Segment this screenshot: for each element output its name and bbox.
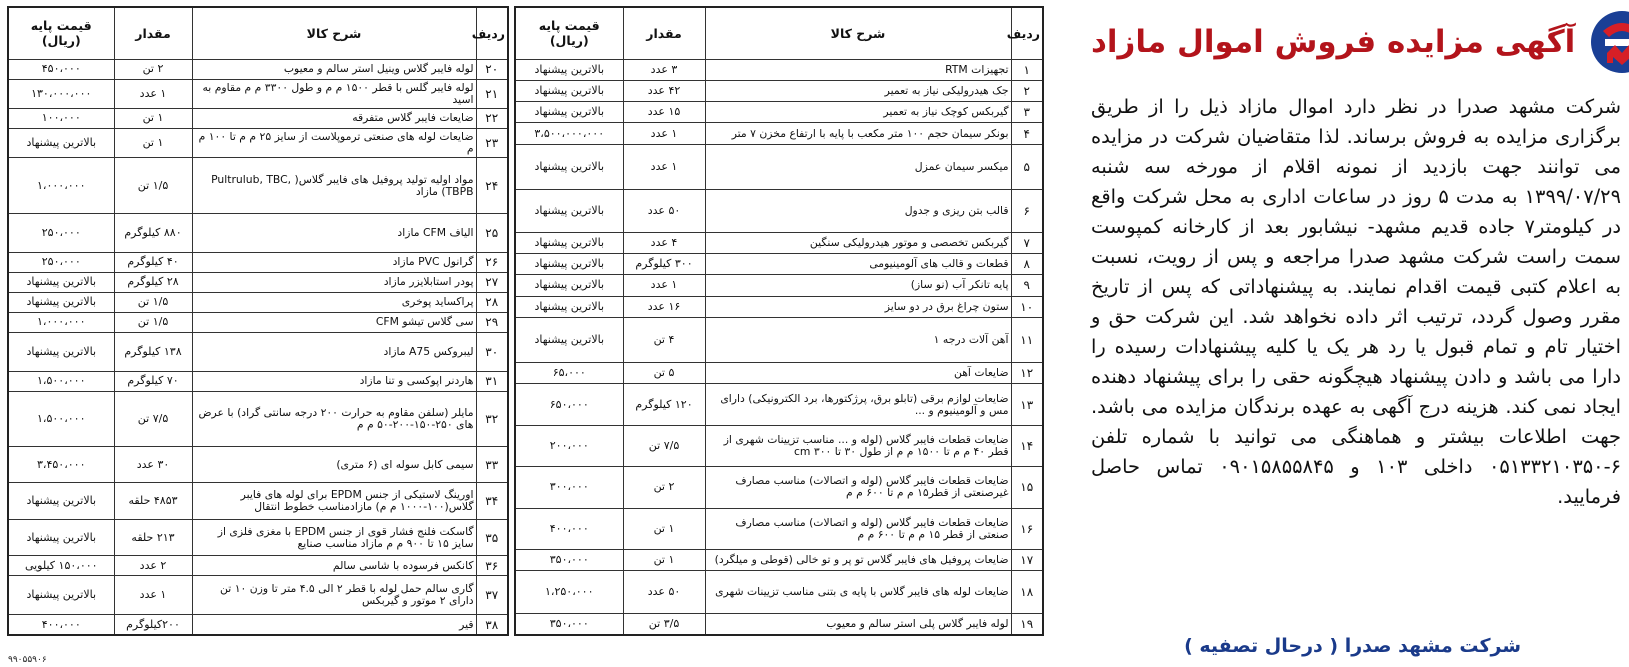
base-price-cell: بالاترین پیشنهاد xyxy=(515,232,623,253)
base-price-cell: ۳،۴۵۰،۰۰۰ xyxy=(8,446,114,483)
description-cell: سیمی کابل سوله ای (۶ متری) xyxy=(192,446,476,483)
row-number-cell: ۳۲ xyxy=(476,391,508,446)
base-price-cell: ۲۰۰،۰۰۰ xyxy=(515,425,623,466)
table-row xyxy=(515,550,1043,571)
description-cell: گاسکت فلنج فشار قوی از جنس EPDM با مغزی فلزی از سایز ۱۵ تا ۹۰۰ م م مازاد مناسب صنایع xyxy=(192,519,476,556)
description-cell: میکسر سیمان عمزل xyxy=(705,144,1011,189)
quantity-cell: ۷/۵ تن xyxy=(114,391,192,446)
base-price-cell: بالاترین پیشنهاد xyxy=(8,292,114,312)
base-price-cell: ۴۰۰،۰۰۰ xyxy=(515,508,623,549)
header-description: شرح کالا xyxy=(705,7,1011,59)
quantity-cell: ۱۵ عدد xyxy=(623,102,705,123)
header-quantity: مقدار xyxy=(623,7,705,59)
table-row xyxy=(515,102,1043,123)
table-row xyxy=(8,252,508,272)
description-cell: گیربکس کوچک نیاز به تعمیر xyxy=(705,102,1011,123)
description-cell: بونکر سیمان حجم ۱۰۰ متر مکعب با پایه با ارتفاع مخزن ۷ متر xyxy=(705,123,1011,144)
row-number-cell: ۳۵ xyxy=(476,519,508,556)
table-row xyxy=(515,59,1043,80)
header-description: شرح کالا xyxy=(192,7,476,59)
quantity-cell: ۱/۵ تن xyxy=(114,158,192,213)
quantity-cell: ۱۲۰ کیلوگرم xyxy=(623,384,705,425)
base-price-cell: ۳،۵۰۰،۰۰۰،۰۰۰ xyxy=(515,123,623,144)
announcement-body: شرکت مشهد صدرا در نظر دارد اموال مازاد ذیل را از طریق برگزاری مزایده به فروش برساند. لذا متقاضیان شرکت در مزایده می توانند جهت بازدید از نمونه اقلام از مورخه سه شنبه ۱۳۹۹/۰۷/۲۹ به مدت ۵ روز در ساعات اداری به محل شرکت واقع در کیلومتر۷ جاده قدیم مشهد- نیشابور بعد از کارخانه کمپوست سمت راست شرکت مشهد صدرا مراجعه و پس از رویت، نسبت به اعلام کتبی قیمت اقدام نمایند. به پیشنهاداتی که پس از تاریخ مقرر وصول گردد، ترتیب اثر داده نخواهد شد. این شرکت حق و اختیار تام و تمام قبول یا رد هر یک یا کلیه پیشنهادات رسیده را دارا می باشد و دادن پیشنهاد هیچگونه حقی را برای پیشنهاد دهنده ایجاد نمی کند. هزینه درج آگهی به عهده برندگان مزایده می باشد. جهت اطلاعات بیشتر و هماهنگی می توانید با شماره تلفن ۶-۰۵۱۳۳۲۱۰۳۵۰ داخلی ۱۰۳ و ۰۹۰۱۵۸۵۵۸۴۵ تماس حاصل فرمایید. xyxy=(1091,95,1622,508)
quantity-cell: ۱ تن xyxy=(114,128,192,157)
auction-announcement xyxy=(1091,6,1621,661)
quantity-cell: ۵ تن xyxy=(623,363,705,384)
base-price-cell: بالاترین پیشنهاد xyxy=(515,189,623,232)
row-number-cell: ۱۷ xyxy=(1011,550,1043,571)
row-number-cell: ۲۳ xyxy=(476,128,508,157)
table-row xyxy=(515,296,1043,317)
table-row xyxy=(515,80,1043,101)
table-row xyxy=(515,384,1043,425)
description-cell: ضایعات لوازم برقی (تابلو برق، پرژکتورها، برد الکترونیکی) دارای مس و آلومینیوم و ... xyxy=(705,384,1011,425)
quantity-cell: ۵۰ عدد xyxy=(623,189,705,232)
quantity-cell: ۱۶ عدد xyxy=(623,296,705,317)
description-cell: لوله فایبر گلاس وینیل استر سالم و معیوب xyxy=(192,59,476,79)
ad-code: ۹۹۰۵۵۹۰۶ xyxy=(8,655,47,665)
base-price-cell: ۶۵،۰۰۰ xyxy=(515,363,623,384)
quantity-cell: ۱/۵ تن xyxy=(114,292,192,312)
row-number-cell: ۳۶ xyxy=(476,556,508,576)
table-row xyxy=(8,556,508,576)
base-price-cell: ۳۵۰،۰۰۰ xyxy=(515,614,623,635)
quantity-cell: ۷۰ کیلوگرم xyxy=(114,371,192,391)
quantity-cell: ۱ عدد xyxy=(623,123,705,144)
table-row xyxy=(8,519,508,556)
row-number-cell: ۲۸ xyxy=(476,292,508,312)
row-number-cell: ۳۸ xyxy=(476,615,508,635)
description-cell: مایلر (سلفن مقاوم به حرارت ۲۰۰ درجه سانتی گراد) با عرض های ۲۵۰-۱۵۰-۲۰۰-۵۰ م م xyxy=(192,391,476,446)
description-cell: آهن آلات درجه ۱ xyxy=(705,317,1011,362)
description-cell: لوله فایبر گلاس پلی استر سالم و معیوب xyxy=(705,614,1011,635)
quantity-cell: ۳۰ عدد xyxy=(114,446,192,483)
header-base-price: قیمت پایه (ریال) xyxy=(515,7,623,59)
row-number-cell: ۱۸ xyxy=(1011,571,1043,614)
description-cell: ضایعات لوله های صنعتی ترموپلاست از سایز ۲۵ م م تا ۱۰۰ م م xyxy=(192,128,476,157)
table-row xyxy=(515,614,1043,635)
quantity-cell: ۱ تن xyxy=(114,108,192,128)
base-price-cell: بالاترین پیشنهاد xyxy=(8,576,114,615)
table-row xyxy=(8,312,508,332)
description-cell: لیبروکس A75 مازاد xyxy=(192,332,476,371)
table-row xyxy=(515,123,1043,144)
table-row xyxy=(8,108,508,128)
row-number-cell: ۳۱ xyxy=(476,371,508,391)
base-price-cell: بالاترین پیشنهاد xyxy=(8,332,114,371)
row-number-cell: ۹ xyxy=(1011,275,1043,296)
base-price-cell: بالاترین پیشنهاد xyxy=(8,128,114,157)
description-cell: ضایعات قطعات فایبر گلاس (لوله و ... مناسب تزیینات شهری از قطر ۴۰ م م تا ۱۵۰۰ م م از طول ۳۰ تا ۳۰۰ cm xyxy=(705,425,1011,466)
quantity-cell: ۲۱۳ حلقه xyxy=(114,519,192,556)
header-row-number: ردیف xyxy=(1011,7,1043,59)
description-cell: قالب بتن ریزی و جدول xyxy=(705,189,1011,232)
base-price-cell: بالاترین پیشنهاد xyxy=(515,296,623,317)
table-header-row xyxy=(8,7,508,59)
row-number-cell: ۶ xyxy=(1011,189,1043,232)
description-cell: هاردنر اپوکسی و تنا مازاد xyxy=(192,371,476,391)
row-number-cell: ۳۷ xyxy=(476,576,508,615)
quantity-cell: ۵۰ عدد xyxy=(623,571,705,614)
row-number-cell: ۸ xyxy=(1011,253,1043,274)
row-number-cell: ۱۶ xyxy=(1011,508,1043,549)
row-number-cell: ۱۲ xyxy=(1011,363,1043,384)
base-price-cell: ۱،۵۰۰،۰۰۰ xyxy=(8,371,114,391)
description-cell: ضایعات آهن xyxy=(705,363,1011,384)
table-row xyxy=(8,79,508,108)
base-price-cell: ۱۳۰،۰۰۰،۰۰۰ xyxy=(8,79,114,108)
header-quantity: مقدار xyxy=(114,7,192,59)
row-number-cell: ۵ xyxy=(1011,144,1043,189)
quantity-cell: ۴ تن xyxy=(623,317,705,362)
description-cell: قطعات و قالب های آلومینیومی xyxy=(705,253,1011,274)
quantity-cell: ۱ عدد xyxy=(623,144,705,189)
items-table-1 xyxy=(514,6,1044,636)
row-number-cell: ۳۴ xyxy=(476,483,508,520)
announcement-header xyxy=(1091,6,1621,78)
row-number-cell: ۱۴ xyxy=(1011,425,1043,466)
table-row xyxy=(8,272,508,292)
base-price-cell: ۳۵۰،۰۰۰ xyxy=(515,550,623,571)
table-row xyxy=(515,317,1043,362)
quantity-cell: ۱۳۸ کیلوگرم xyxy=(114,332,192,371)
table-row xyxy=(8,292,508,312)
row-number-cell: ۱۱ xyxy=(1011,317,1043,362)
table-row xyxy=(515,232,1043,253)
quantity-cell: ۱ تن xyxy=(623,550,705,571)
row-number-cell: ۲۲ xyxy=(476,108,508,128)
description-cell: ستون چراغ برق در دو سایز xyxy=(705,296,1011,317)
quantity-cell: ۲ تن xyxy=(623,467,705,508)
table-row xyxy=(8,332,508,371)
row-number-cell: ۳۳ xyxy=(476,446,508,483)
description-cell: الیاف CFM مازاد xyxy=(192,213,476,252)
base-price-cell: ۱،۵۰۰،۰۰۰ xyxy=(8,391,114,446)
quantity-cell: ۳ عدد xyxy=(623,59,705,80)
row-number-cell: ۲۹ xyxy=(476,312,508,332)
base-price-cell: بالاترین پیشنهاد xyxy=(515,253,623,274)
base-price-cell: ۲۵۰،۰۰۰ xyxy=(8,252,114,272)
table-row xyxy=(515,144,1043,189)
base-price-cell: بالاترین پیشنهاد xyxy=(8,519,114,556)
base-price-cell: بالاترین پیشنهاد xyxy=(515,80,623,101)
row-number-cell: ۱۵ xyxy=(1011,467,1043,508)
description-cell: گیربکس تخصصی و موتور هیدرولیکی سنگین xyxy=(705,232,1011,253)
quantity-cell: ۴ عدد xyxy=(623,232,705,253)
row-number-cell: ۲۱ xyxy=(476,79,508,108)
description-cell: ضایعات لوله های فایبر گلاس با پایه ی بتنی مناسب تزیینات شهری xyxy=(705,571,1011,614)
table-row xyxy=(8,576,508,615)
description-cell: پایه تانکر آب (نو ساز) xyxy=(705,275,1011,296)
quantity-cell: ۱ تن xyxy=(623,508,705,549)
quantity-cell: ۴۸۵۳ حلقه xyxy=(114,483,192,520)
row-number-cell: ۲۵ xyxy=(476,213,508,252)
description-cell: پراکساید پوخری xyxy=(192,292,476,312)
row-number-cell: ۲۰ xyxy=(476,59,508,79)
table-row xyxy=(515,571,1043,614)
table-row xyxy=(515,253,1043,274)
base-price-cell: ۱۵۰،۰۰۰ کیلویی xyxy=(8,556,114,576)
quantity-cell: ۲۰۰کیلوگرم xyxy=(114,615,192,635)
quantity-cell: ۲ تن xyxy=(114,59,192,79)
base-price-cell: بالاترین پیشنهاد xyxy=(515,144,623,189)
description-cell: ضایعات فایبر گلاس متفرقه xyxy=(192,108,476,128)
base-price-cell: ۶۵۰،۰۰۰ xyxy=(515,384,623,425)
row-number-cell: ۳۰ xyxy=(476,332,508,371)
description-cell: پودر استابلایزر مازاد xyxy=(192,272,476,292)
company-signature: شرکت مشهد صدرا ( درحال تصفیه ) xyxy=(1184,635,1521,657)
table-row xyxy=(515,508,1043,549)
description-cell: جک هیدرولیکی نیاز به تعمیر xyxy=(705,80,1011,101)
base-price-cell: ۴۰۰،۰۰۰ xyxy=(8,615,114,635)
quantity-cell: ۷/۵ تن xyxy=(623,425,705,466)
table-row xyxy=(8,371,508,391)
description-cell: گاری سالم حمل لوله با قطر ۲ الی ۴.۵ متر تا وزن ۱۰ تن دارای ۲ موتور و گیربکس xyxy=(192,576,476,615)
quantity-cell: ۸۸۰ کیلوگرم xyxy=(114,213,192,252)
base-price-cell: ۱،۰۰۰،۰۰۰ xyxy=(8,312,114,332)
table-row xyxy=(8,59,508,79)
table-row xyxy=(8,446,508,483)
row-number-cell: ۲۴ xyxy=(476,158,508,213)
base-price-cell: ۱۰۰،۰۰۰ xyxy=(8,108,114,128)
table-row xyxy=(8,128,508,157)
items-table-2 xyxy=(7,6,509,636)
base-price-cell: ۳۰۰،۰۰۰ xyxy=(515,467,623,508)
quantity-cell: ۱ عدد xyxy=(114,79,192,108)
quantity-cell: ۳۰۰ کیلوگرم xyxy=(623,253,705,274)
row-number-cell: ۷ xyxy=(1011,232,1043,253)
description-cell: ضایعات قطعات فایبر گلاس (لوله و اتصالات) مناسب مصارف صنعتی از قطر ۱۵ م م تا ۶۰۰ م م xyxy=(705,508,1011,549)
description-cell: مواد اولیه تولید پروفیل های فایبر گلاس( ,Pultrulub, TBC TBPB) مازاد xyxy=(192,158,476,213)
base-price-cell: بالاترین پیشنهاد xyxy=(8,272,114,292)
table-row xyxy=(8,213,508,252)
quantity-cell: ۲۸ کیلوگرم xyxy=(114,272,192,292)
description-cell: کانکس فرسوده با شاسی سالم xyxy=(192,556,476,576)
description-cell: تجهیزات RTM xyxy=(705,59,1011,80)
description-cell: قیر xyxy=(192,615,476,635)
row-number-cell: ۴ xyxy=(1011,123,1043,144)
table-row xyxy=(515,363,1043,384)
base-price-cell: ۱،۲۵۰،۰۰۰ xyxy=(515,571,623,614)
quantity-cell: ۳/۵ تن xyxy=(623,614,705,635)
row-number-cell: ۱۰ xyxy=(1011,296,1043,317)
description-cell: اورینگ لاستیکی از جنس EPDM برای لوله های فایبر گلاس(۱۰۰-۱۰۰۰ م م) مازادمناسب خطوط انتقال xyxy=(192,483,476,520)
base-price-cell: ۴۵۰،۰۰۰ xyxy=(8,59,114,79)
base-price-cell: ۱،۰۰۰،۰۰۰ xyxy=(8,158,114,213)
quantity-cell: ۱ عدد xyxy=(623,275,705,296)
base-price-cell: بالاترین پیشنهاد xyxy=(515,102,623,123)
base-price-cell: بالاترین پیشنهاد xyxy=(8,483,114,520)
row-number-cell: ۱۳ xyxy=(1011,384,1043,425)
table-row xyxy=(8,391,508,446)
header-row-number: ردیف xyxy=(476,7,508,59)
quantity-cell: ۲ عدد xyxy=(114,556,192,576)
table-row xyxy=(515,467,1043,508)
header-base-price: قیمت پایه (ریال) xyxy=(8,7,114,59)
row-number-cell: ۲۶ xyxy=(476,252,508,272)
quantity-cell: ۱/۵ تن xyxy=(114,312,192,332)
base-price-cell: بالاترین پیشنهاد xyxy=(515,275,623,296)
base-price-cell: بالاترین پیشنهاد xyxy=(515,317,623,362)
table-row xyxy=(515,275,1043,296)
table-row xyxy=(8,483,508,520)
row-number-cell: ۱ xyxy=(1011,59,1043,80)
row-number-cell: ۲۷ xyxy=(476,272,508,292)
base-price-cell: ۲۵۰،۰۰۰ xyxy=(8,213,114,252)
table-row xyxy=(8,158,508,213)
row-number-cell: ۳ xyxy=(1011,102,1043,123)
table-header-row xyxy=(515,7,1043,59)
table-row xyxy=(515,189,1043,232)
row-number-cell: ۲ xyxy=(1011,80,1043,101)
quantity-cell: ۴۰ کیلوگرم xyxy=(114,252,192,272)
quantity-cell: ۱ عدد xyxy=(114,576,192,615)
quantity-cell: ۴۲ عدد xyxy=(623,80,705,101)
table-row xyxy=(8,615,508,635)
table-row xyxy=(515,425,1043,466)
description-cell: ضایعات قطعات فایبر گلاس (لوله و اتصالات) مناسب مصارف غیرصنعتی از قطر۱۵ م م تا ۶۰۰ م م xyxy=(705,467,1011,508)
description-cell: گرانول PVC مازاد xyxy=(192,252,476,272)
base-price-cell: بالاترین پیشنهاد xyxy=(515,59,623,80)
row-number-cell: ۱۹ xyxy=(1011,614,1043,635)
announcement-title: آگهی مزایده فروش اموال مازاد xyxy=(1091,24,1576,60)
sadra-logo-icon xyxy=(1589,9,1629,75)
description-cell: سی گلاس تیشو CFM xyxy=(192,312,476,332)
description-cell: لوله فایبر گلس با قطر ۱۵۰۰ م م و طول ۳۳۰۰ م م مقاوم به اسید xyxy=(192,79,476,108)
description-cell: ضایعات پروفیل های فایبر گلاس تو پر و تو خالی (قوطی و میلگرد) xyxy=(705,550,1011,571)
